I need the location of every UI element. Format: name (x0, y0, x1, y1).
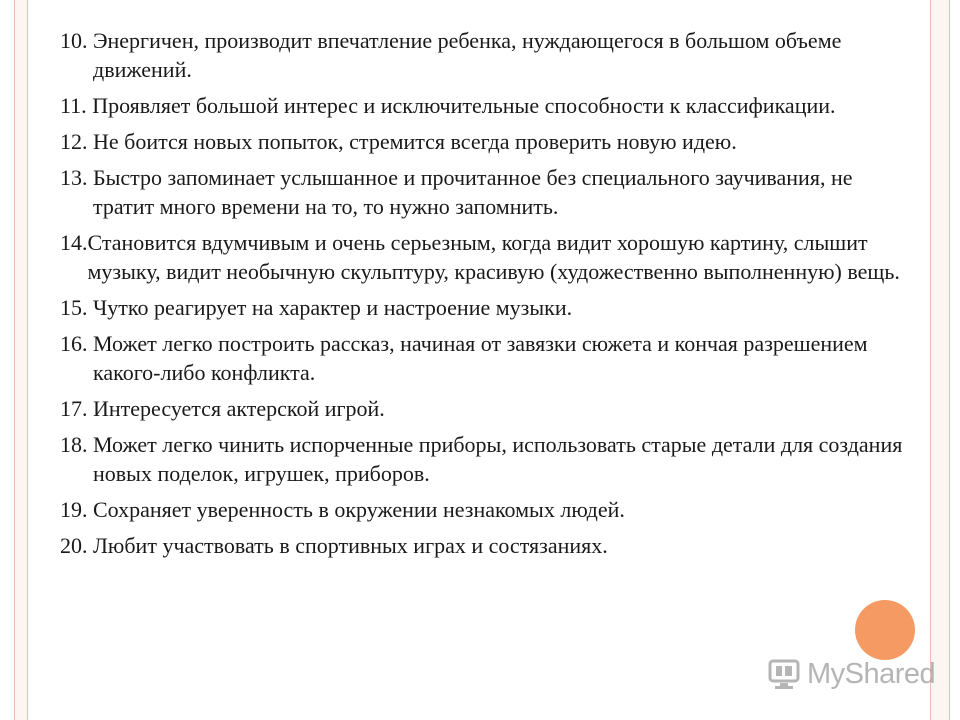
list-item (60, 26, 910, 84)
myshared-watermark[interactable] (767, 655, 935, 693)
left-decorative-rule (14, 0, 28, 720)
item-number: 19. (60, 497, 93, 522)
monitor-icon (767, 657, 801, 691)
item-number: 13. (60, 165, 93, 190)
item-text: Не боится новых попыток, стремится всегда проверить новую идею. (93, 129, 737, 154)
item-number: 10. (60, 28, 93, 53)
item-text: Чутко реагирует на характер и настроение музыки. (93, 295, 573, 320)
list-item (60, 228, 910, 286)
item-number: 17. (60, 396, 93, 421)
item-text: Энергичен, производит впечатление ребенка, нуждающегося в большом объеме движений. (93, 28, 842, 82)
item-number: 16. (60, 331, 93, 356)
right-decorative-rule (930, 0, 950, 720)
item-number: 14. (60, 230, 88, 255)
orange-circle-decoration (855, 600, 915, 660)
list-item (60, 430, 910, 488)
list-item (60, 127, 910, 156)
list-item (60, 394, 910, 423)
item-number: 12. (60, 129, 93, 154)
list-item (60, 495, 910, 524)
list-item (60, 329, 910, 387)
list-item (60, 531, 910, 560)
item-text: Интересуется актерской игрой. (93, 396, 385, 421)
item-number: 18. (60, 432, 93, 457)
item-text: Может легко построить рассказ, начиная от завязки сюжета и кончая разрешением какого-либо конфликта. (93, 331, 868, 385)
item-text: Проявляет большой интерес и исключительные способности к классификации. (92, 93, 836, 118)
list-item (60, 163, 910, 221)
item-text: Становится вдумчивым и очень серьезным, когда видит хорошую картину, слышит музыку, видит необычную скульптуру, красивую (художественно выполненную) вещь. (87, 230, 900, 284)
item-text: Любит участвовать в спортивных играх и состязаниях. (93, 533, 608, 558)
item-number: 20. (60, 533, 93, 558)
traits-list (60, 26, 910, 567)
item-text: Сохраняет уверенность в окружении незнакомых людей. (93, 497, 625, 522)
list-item (60, 293, 910, 322)
item-number: 15. (60, 295, 93, 320)
item-number: 11. (60, 93, 93, 118)
watermark-text: MyShared (807, 657, 936, 690)
item-text: Быстро запоминает услышанное и прочитанное без специального заучивания, не тратит много времени на то, то нужно запомнить. (93, 165, 853, 219)
list-item (60, 91, 910, 120)
item-text: Может легко чинить испорченные приборы, использовать старые детали для создания новых поделок, игрушек, приборов. (93, 432, 903, 486)
